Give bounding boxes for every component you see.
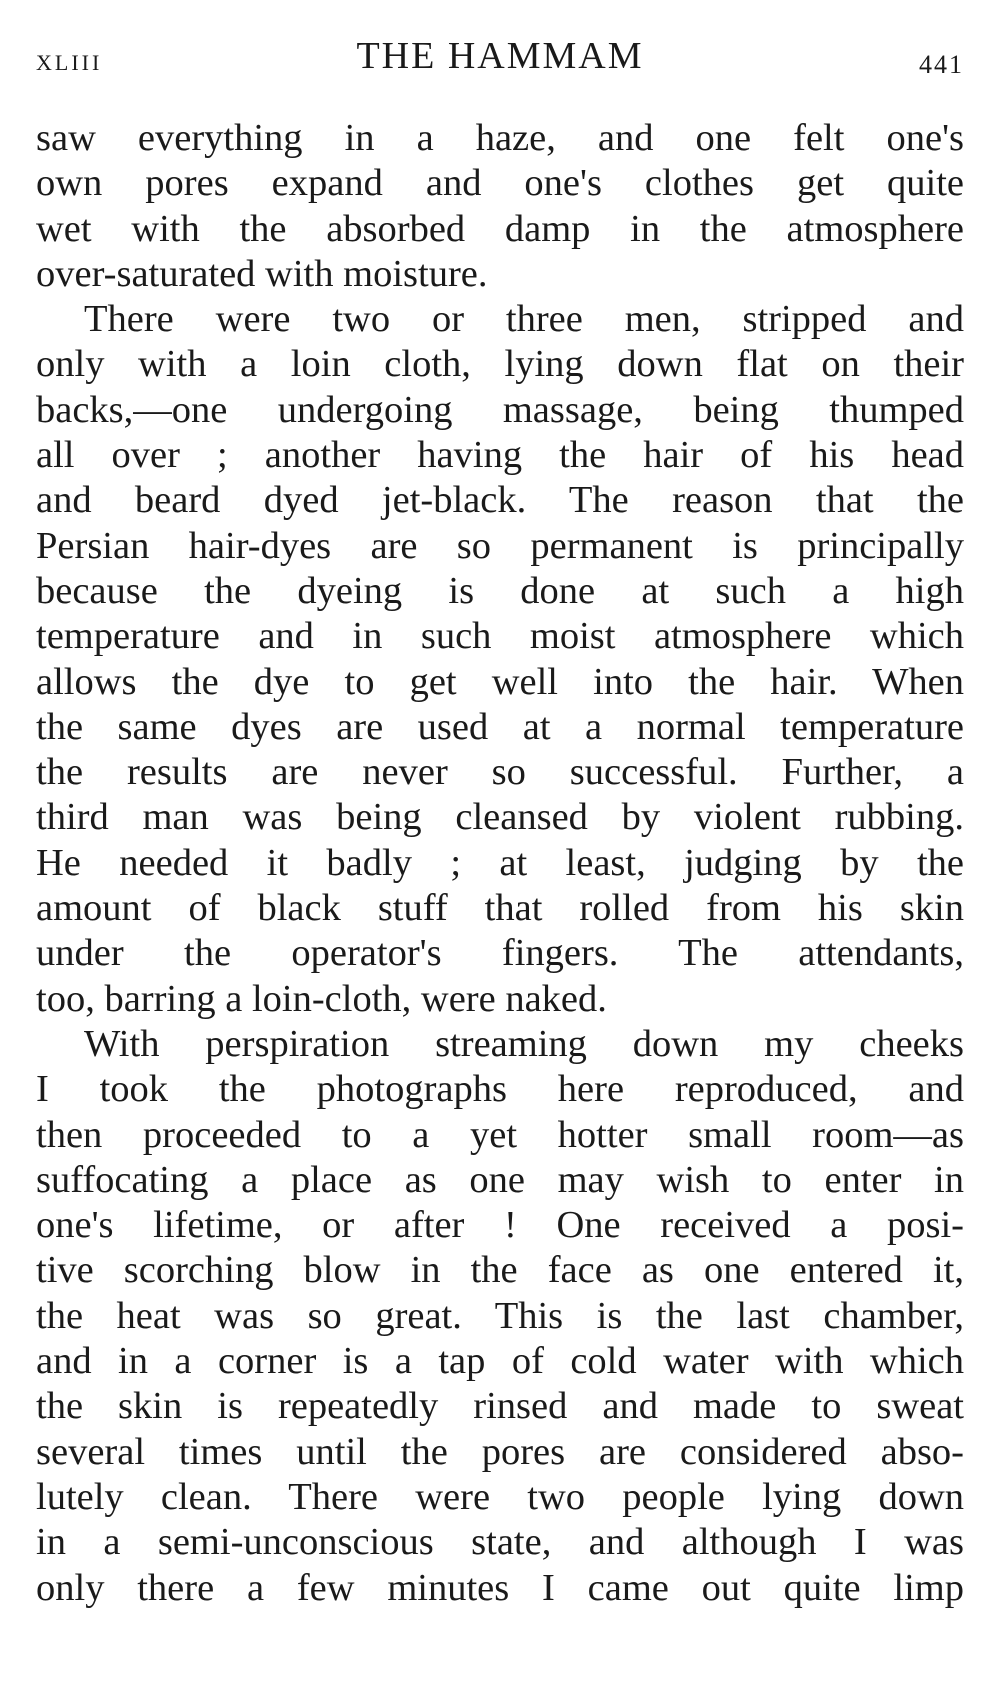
text-line: I took the photographs here reproduced, and — [36, 1068, 964, 1111]
text-line: own pores expand and one's clothes get quite — [36, 162, 964, 205]
text-line: backs,—one undergoing massage, being thumped — [36, 388, 964, 431]
text-line: in a semi-unconscious state, and although I was — [36, 1521, 964, 1564]
text-line: over-saturated with moisture. — [36, 252, 488, 295]
text-line: and in a corner is a tap of cold water with which — [36, 1340, 964, 1383]
text-line: only there a few minutes I came out quite limp — [36, 1566, 964, 1609]
text-line: and beard dyed jet-black. The reason that the — [36, 479, 964, 522]
text-line: There were two or three men, stripped and — [84, 298, 964, 341]
text-line: the skin is repeatedly rinsed and made to sweat — [36, 1385, 964, 1428]
text-line: too, barring a loin-cloth, were naked. — [36, 977, 607, 1020]
text-line: He needed it badly ; at least, judging by the — [36, 841, 964, 884]
body-text — [36, 116, 964, 1611]
text-line: amount of black stuff that rolled from his skin — [36, 887, 964, 930]
text-line: third man was being cleansed by violent rubbing. — [36, 796, 964, 839]
text-line: saw everything in a haze, and one felt one's — [36, 117, 964, 159]
text-line: all over ; another having the hair of his head — [36, 434, 964, 477]
page-number: 441 — [919, 50, 964, 79]
text-line: one's lifetime, or after ! One received a posi- — [36, 1204, 964, 1247]
text-line: Persian hair-dyes are so permanent is principally — [36, 524, 964, 567]
text-line: temperature and in such moist atmosphere which — [36, 615, 964, 658]
text-line: then proceeded to a yet hotter small room—as — [36, 1113, 964, 1156]
text-line: under the operator's fingers. The attendants, — [36, 932, 964, 975]
chapter-number: XLIII — [36, 50, 103, 75]
text-line: suffocating a place as one may wish to enter in — [36, 1158, 964, 1201]
text-line: tive scorching blow in the face as one entered it, — [36, 1249, 964, 1292]
running-head — [36, 28, 964, 88]
text-line: allows the dye to get well into the hair. When — [36, 660, 964, 703]
text-line: the results are never so successful. Further, a — [36, 751, 964, 794]
text-line: lutely clean. There were two people lying down — [36, 1475, 964, 1518]
page-title: THE HAMMAM — [356, 35, 644, 77]
text-line: several times until the pores are considered abso- — [36, 1430, 964, 1473]
text-line: the heat was so great. This is the last chamber, — [36, 1294, 964, 1337]
text-line: because the dyeing is done at such a high — [36, 569, 964, 612]
text-line: wet with the absorbed damp in the atmosphere — [36, 207, 964, 250]
text-line: With perspiration streaming down my cheeks — [84, 1022, 964, 1065]
text-line: the same dyes are used at a normal temperature — [36, 705, 964, 748]
text-line: only with a loin cloth, lying down flat on their — [36, 343, 964, 386]
